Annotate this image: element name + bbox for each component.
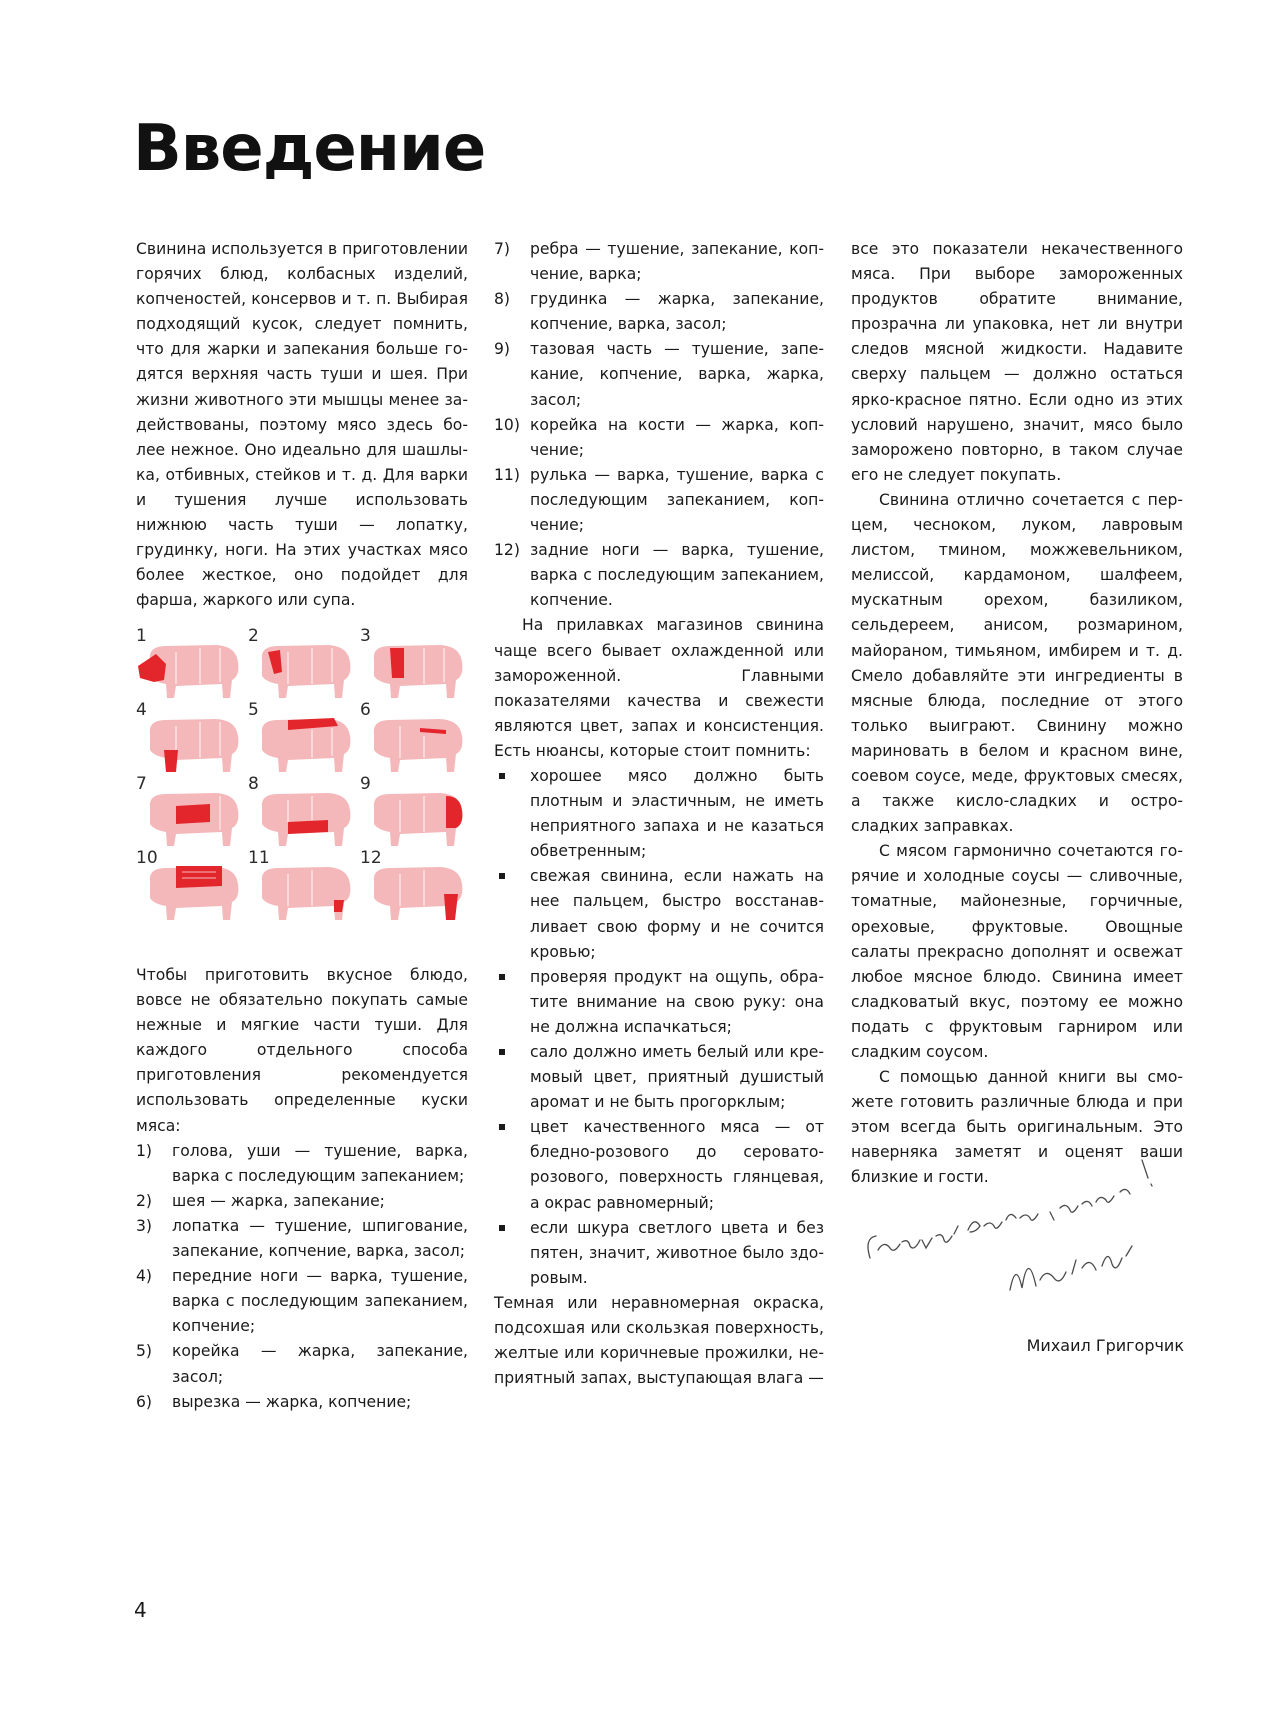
pig-diagram-12: [358, 848, 470, 923]
column-1-continued: [136, 963, 468, 1415]
column-2: [494, 237, 824, 1391]
pig-loin-cut-icon: [248, 706, 356, 776]
pig-diagram-8: [246, 774, 358, 849]
list-item-text: вырезка — жарка, копчение;: [172, 1392, 412, 1411]
pig-diagram-10: [134, 848, 246, 923]
diagram-label: 2: [248, 626, 259, 646]
list-item: [136, 1189, 468, 1214]
sauces-paragraph: С мясом гармонично сочетаются горячие и холодные соусы — сливочные, томатные, майонезные, горчичные, ореховые, фруктовые. Овощные салаты прекрасно дополнят и освежат любое мясное блюдо. Свинина имеет сладковатый вкус, поэтому ее можно подать с фруктовым гарниром или сладким соусом.: [851, 842, 1183, 1061]
bullet-item: если шкура светлого цвета и без пятен, значит, животное было здоровым.: [494, 1216, 824, 1291]
list-item: [136, 1139, 468, 1189]
diagram-label: 1: [136, 626, 147, 646]
diagram-label: 3: [360, 626, 371, 646]
list-item: [494, 337, 824, 412]
pig-diagram-4: [134, 700, 246, 775]
cuts-list: [136, 1139, 468, 1415]
bullet-item: хорошее мясо должно быть плотным и эластичным, не иметь неприятного запаха и не казаться обветренным;: [494, 764, 824, 864]
pig-tenderloin-cut-icon: [360, 706, 468, 776]
shops-paragraph: На прилавках магазинов свинина чаще всего бывает охлажденной или замороженной. Главными показателями качества и свежести являются цвет, запах и консистенция. Есть нюансы, которые стоит помнить:: [494, 616, 824, 760]
diagram-label: 11: [248, 848, 270, 868]
frozen-paragraph: все это показатели некачественного мяса. При выборе замороженных продуктов обратите внимание, прозрачна ли упаковка, нет ли внутри следов мясной жидкости. Надавите сверху пальцем — должно остаться ярко-красное пятно. Если одно из этих условий нарушено, значит, мясо было заморожено повторно, в таком случае его не следует покупать.: [851, 240, 1183, 484]
page-number: 4: [134, 1598, 147, 1622]
pork-cuts-diagram: [134, 626, 470, 926]
handwritten-signature: [850, 1140, 1190, 1310]
column-3: [851, 237, 1183, 1191]
pig-hind-leg-cut-icon: [360, 854, 468, 924]
bullet-item: свежая свинина, если нажать на нее пальцем, быстро восстанавливает свою форму и не сочится кровью;: [494, 864, 824, 964]
pig-neck-cut-icon: [248, 632, 356, 702]
intro-paragraph: Свинина используется в приготовлении горячих блюд, колбасных изделий, копченостей, консервов и т. п. Выбирая подходящий кусок, следует помнить, что для жарки и запекания больше годятся верхняя часть туши и шея. При жизни животного эти мышцы менее задействованы, поэтому мясо здесь более нежное. Оно идеально для шашлыка, отбивных, стейков и т. д. Для варки и тушения лучше использовать нижнюю часть туши — лопатку, грудинку, ноги. На этих участках мясо более жесткое, оно подойдет для фарша, жаркого или супа.: [136, 240, 468, 610]
list-item: [494, 287, 824, 337]
pig-knuckle-cut-icon: [248, 854, 356, 924]
pig-head-cut-icon: [136, 632, 244, 702]
quality-bullets: [494, 764, 824, 1291]
pig-diagram-5: [246, 700, 358, 775]
pig-diagram-7: [134, 774, 246, 849]
bullet-item: сало должно иметь белый или кремовый цвет, приятный душистый аромат и не быть прогорклым;: [494, 1040, 824, 1115]
pig-diagram-1: [134, 626, 246, 701]
pig-brisket-cut-icon: [248, 780, 356, 850]
list-number: 12): [494, 541, 520, 560]
column-1: [136, 237, 468, 613]
list-item-text: ребра — тушение, запекание, копчение, варка;: [530, 240, 824, 284]
list-number: 9): [494, 340, 511, 359]
bullet-item: цвет качественного мяса — от бледно-розового до серовато-розового, поверхность глянцевая, а окрас равномерный;: [494, 1115, 824, 1215]
list-item-text: передние ноги — варка, тушение, варка с последующим запеканием, копчение;: [172, 1267, 468, 1336]
diagram-label: 8: [248, 774, 259, 794]
list-item-text: шея — жарка, запекание;: [172, 1191, 385, 1210]
list-item-text: грудинка — жарка, запекание, копчение, варка, засол;: [530, 290, 824, 334]
diagram-label: 4: [136, 700, 147, 720]
list-number: 2): [136, 1191, 153, 1210]
list-item: [136, 1264, 468, 1339]
list-item-text: рулька — варка, тушение, варка с последующим запеканием, копчение;: [530, 465, 824, 535]
diagram-label: 12: [360, 848, 382, 868]
diagram-label: 7: [136, 774, 147, 794]
closing-paragraph: С помощью данной книги вы сможете готовить различные блюда и при этом всегда быть оригинальным. Это наверняка заметят и оценят ваши близкие и гости.: [851, 1068, 1183, 1187]
list-item: [136, 1214, 468, 1264]
list-item: [136, 1339, 468, 1389]
pig-diagram-9: [358, 774, 470, 849]
list-number: 7): [494, 240, 511, 258]
cuts-intro-paragraph: Чтобы приготовить вкусное блюдо, вовсе не обязательно покупать самые нежные и мягкие части туши. Для каждого отдельного способа приготовления рекомендуется использовать определенные куски мяса:: [136, 966, 468, 1135]
list-item-text: лопатка — тушение, шпигование, запекание, копчение, варка, засол;: [172, 1216, 468, 1261]
diagram-label: 10: [136, 848, 158, 868]
author-name: Михаил Григорчик: [1026, 1336, 1184, 1355]
page-title: Введение: [133, 112, 486, 186]
list-number: 4): [136, 1267, 153, 1286]
list-item: [136, 1390, 468, 1415]
pig-diagram-2: [246, 626, 358, 701]
pig-ribs-cut-icon: [136, 780, 244, 850]
list-item-text: корейка — жарка, запекание, засол;: [172, 1342, 468, 1386]
list-number: 5): [136, 1342, 153, 1361]
list-item: [494, 413, 824, 463]
list-item-text: корейка на кости — жарка, копчение;: [530, 415, 824, 459]
list-item-text: задние ноги — варка, тушение, варка с последующим запеканием, копчение.: [530, 541, 824, 610]
pig-diagram-6: [358, 700, 470, 775]
pig-rump-cut-icon: [360, 780, 468, 850]
pig-shoulder-cut-icon: [360, 632, 468, 702]
diagram-label: 6: [360, 700, 371, 720]
diagram-label: 9: [360, 774, 371, 794]
list-number: 1): [136, 1141, 153, 1160]
spices-paragraph: Свинина отлично сочетается с перцем, чесноком, луком, лавровым листом, тмином, можжевельником, мелиссой, кардамоном, шалфеем, мускатным орехом, базиликом, сельдереем, анисом, розмарином, майораном, тимьяном, имбирем и т. д. Смело добавляйте эти ингредиенты в мясные блюда, последние от этого только выиграют. Свинину можно мариновать в белом и красном вине, соевом соусе, меде, фруктовых смесях, а также кисло-сладких и остро-сладких заправках.: [851, 490, 1183, 836]
bad-meat-paragraph: Темная или неравномерная окраска, подсохшая или скользкая поверхность, желтые или коричневые прожилки, неприятный запах, выступающая влага —: [494, 1293, 824, 1388]
bullet-item: проверяя продукт на ощупь, обратите внимание на свою руку: она не должна испачкаться;: [494, 965, 824, 1040]
list-item: [494, 538, 824, 613]
list-number: 3): [136, 1216, 153, 1235]
pig-diagram-11: [246, 848, 358, 923]
list-item: [494, 237, 824, 287]
list-item: [494, 463, 824, 538]
pig-bone-loin-cut-icon: [136, 854, 244, 924]
list-number: 6): [136, 1392, 153, 1411]
cuts-list-continued: [494, 237, 824, 613]
list-number: 10): [494, 415, 520, 434]
pig-diagram-3: [358, 626, 470, 701]
list-item-text: тазовая часть — тушение, запекание, копчение, варка, жарка, засол;: [530, 340, 824, 409]
pig-front-leg-cut-icon: [136, 706, 244, 776]
list-item-text: голова, уши — тушение, варка, варка с последующим запеканием;: [172, 1141, 468, 1185]
diagram-label: 5: [248, 700, 259, 720]
list-number: 11): [494, 465, 520, 484]
list-number: 8): [494, 290, 511, 309]
